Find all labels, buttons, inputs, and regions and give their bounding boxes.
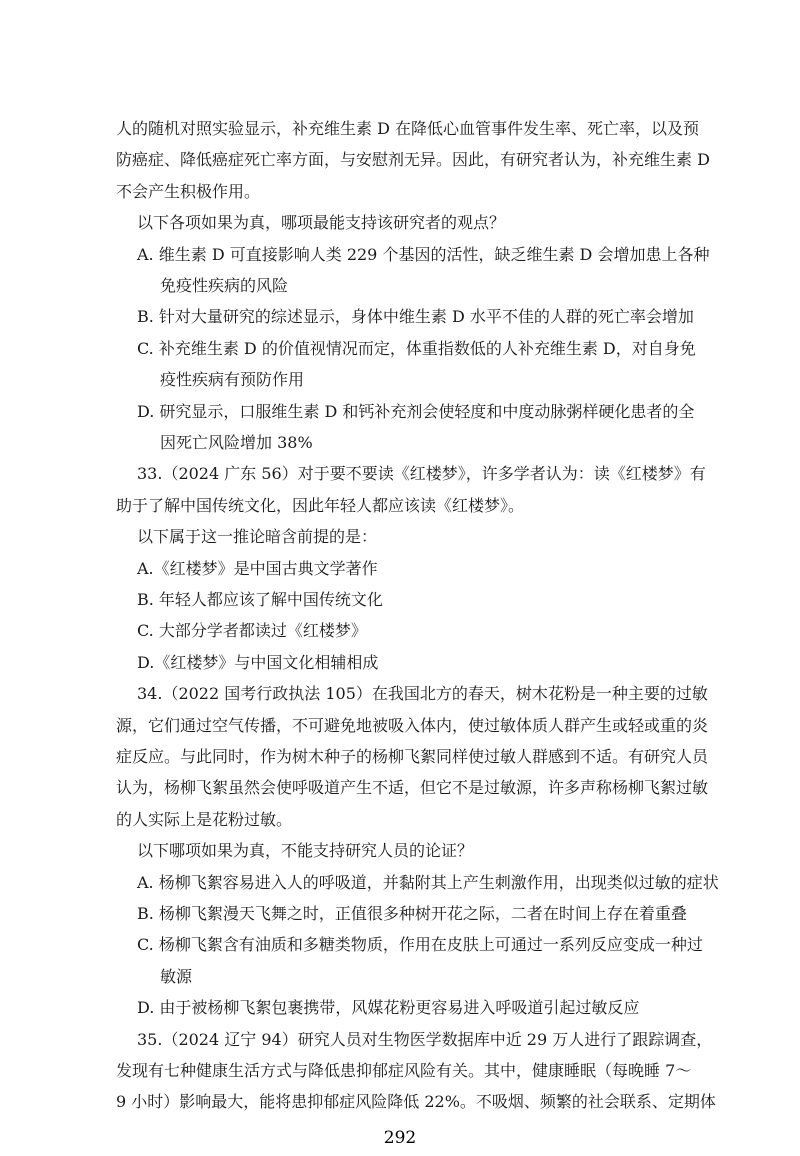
paragraph-line: 不会产生积极作用。 <box>116 182 261 201</box>
page-number: 292 <box>383 1128 417 1148</box>
question-35-stem-line: 发现有七种健康生活方式与降低患抑郁症风险有关。其中，健康睡眠（每晚睡 7～ <box>116 1061 692 1080</box>
question-34-option-c: C. 杨柳飞絮含有油质和多糖类物质，作用在皮肤上可通过一系列反应变成一种过 <box>137 935 703 954</box>
question-34-stem-line: 症反应。与此同时，作为树木种子的杨柳飞絮同样使过敏人群感到不适。有研究人员 <box>116 747 709 766</box>
question-34-stem-line: 认为，杨柳飞絮虽然会使呼吸道产生不适，但它不是过敏源，许多声称杨柳飞絮过敏 <box>116 778 709 797</box>
option-a-continued: 免疫性疾病的风险 <box>160 276 289 295</box>
question-33-option-b: B. 年轻人都应该了解中国传统文化 <box>137 590 383 609</box>
question-34-option-b: B. 杨柳飞絮漫天飞舞之时，正值很多种树开花之际，二者在时间上存在着重叠 <box>137 904 687 923</box>
question-35-stem: 35.（2024 辽宁 94）研究人员对生物医学数据库中近 29 万人进行了跟踪调查， <box>137 1030 713 1049</box>
paragraph-line: 防癌症、降低癌症死亡率方面，与安慰剂无异。因此，有研究者认为，补充维生素 D <box>116 150 710 169</box>
question-33-stem-continued: 助于了解中国传统文化，因此年轻人都应该读《红楼梦》。 <box>116 496 525 515</box>
option-b: B. 针对大量研究的综述显示，身体中维生素 D 水平不佳的人群的死亡率会增加 <box>137 307 694 326</box>
option-d-continued: 因死亡风险增加 38% <box>160 433 313 452</box>
question-34-option-c-continued: 敏源 <box>160 967 193 986</box>
question-34-prompt: 以下哪项如果为真，不能支持研究人员的论证？ <box>137 841 474 860</box>
question-35-stem-line: 9 小时）影响最大，能将患抑郁症风险降低 22%。不吸烟、频繁的社会联系、定期体 <box>116 1092 716 1111</box>
question-prompt: 以下各项如果为真，哪项最能支持该研究者的观点？ <box>137 213 506 232</box>
option-c-continued: 疫性疾病有预防作用 <box>160 370 305 389</box>
option-a: A. 维生素 D 可直接影响人类 229 个基因的活性，缺乏维生素 D 会增加患上各种 <box>137 245 710 264</box>
question-33-option-c: C. 大部分学者都读过《红楼梦》 <box>137 621 367 640</box>
question-33-option-a: A.《红楼梦》是中国古典文学著作 <box>137 559 378 578</box>
question-33-prompt: 以下属于这一推论暗含前提的是： <box>137 527 378 546</box>
question-34-stem-line: 的人实际上是花粉过敏。 <box>116 810 293 829</box>
question-34-option-d: D. 由于被杨柳飞絮包裹携带，风媒花粉更容易进入呼吸道引起过敏反应 <box>137 998 640 1017</box>
paragraph-line: 人的随机对照实验显示，补充维生素 D 在降低心血管事件发生率、死亡率，以及预 <box>116 119 700 138</box>
question-34-stem-line: 源，它们通过空气传播，不可避免地被吸入体内，使过敏体质人群产生或轻或重的炎 <box>116 716 709 735</box>
option-c: C. 补充维生素 D 的价值视情况而定，体重指数低的人补充维生素 D，对自身免 <box>137 339 696 358</box>
option-d: D. 研究显示，口服维生素 D 和钙补充剂会使轻度和中度动脉粥样硬化患者的全 <box>137 402 695 421</box>
question-34-option-a: A. 杨柳飞絮容易进入人的呼吸道，并黏附其上产生刺激作用，出现类似过敏的症状 <box>137 873 719 892</box>
question-34-stem: 34.（2022 国考行政执法 105）在我国北方的春天，树木花粉是一种主要的过敏 <box>137 684 708 703</box>
question-33-option-d: D.《红楼梦》与中国文化相辅相成 <box>137 653 379 672</box>
question-33-stem: 33.（2024 广东 56）对于要不要读《红楼梦》，许多学者认为：读《红楼梦》有 <box>137 464 706 483</box>
